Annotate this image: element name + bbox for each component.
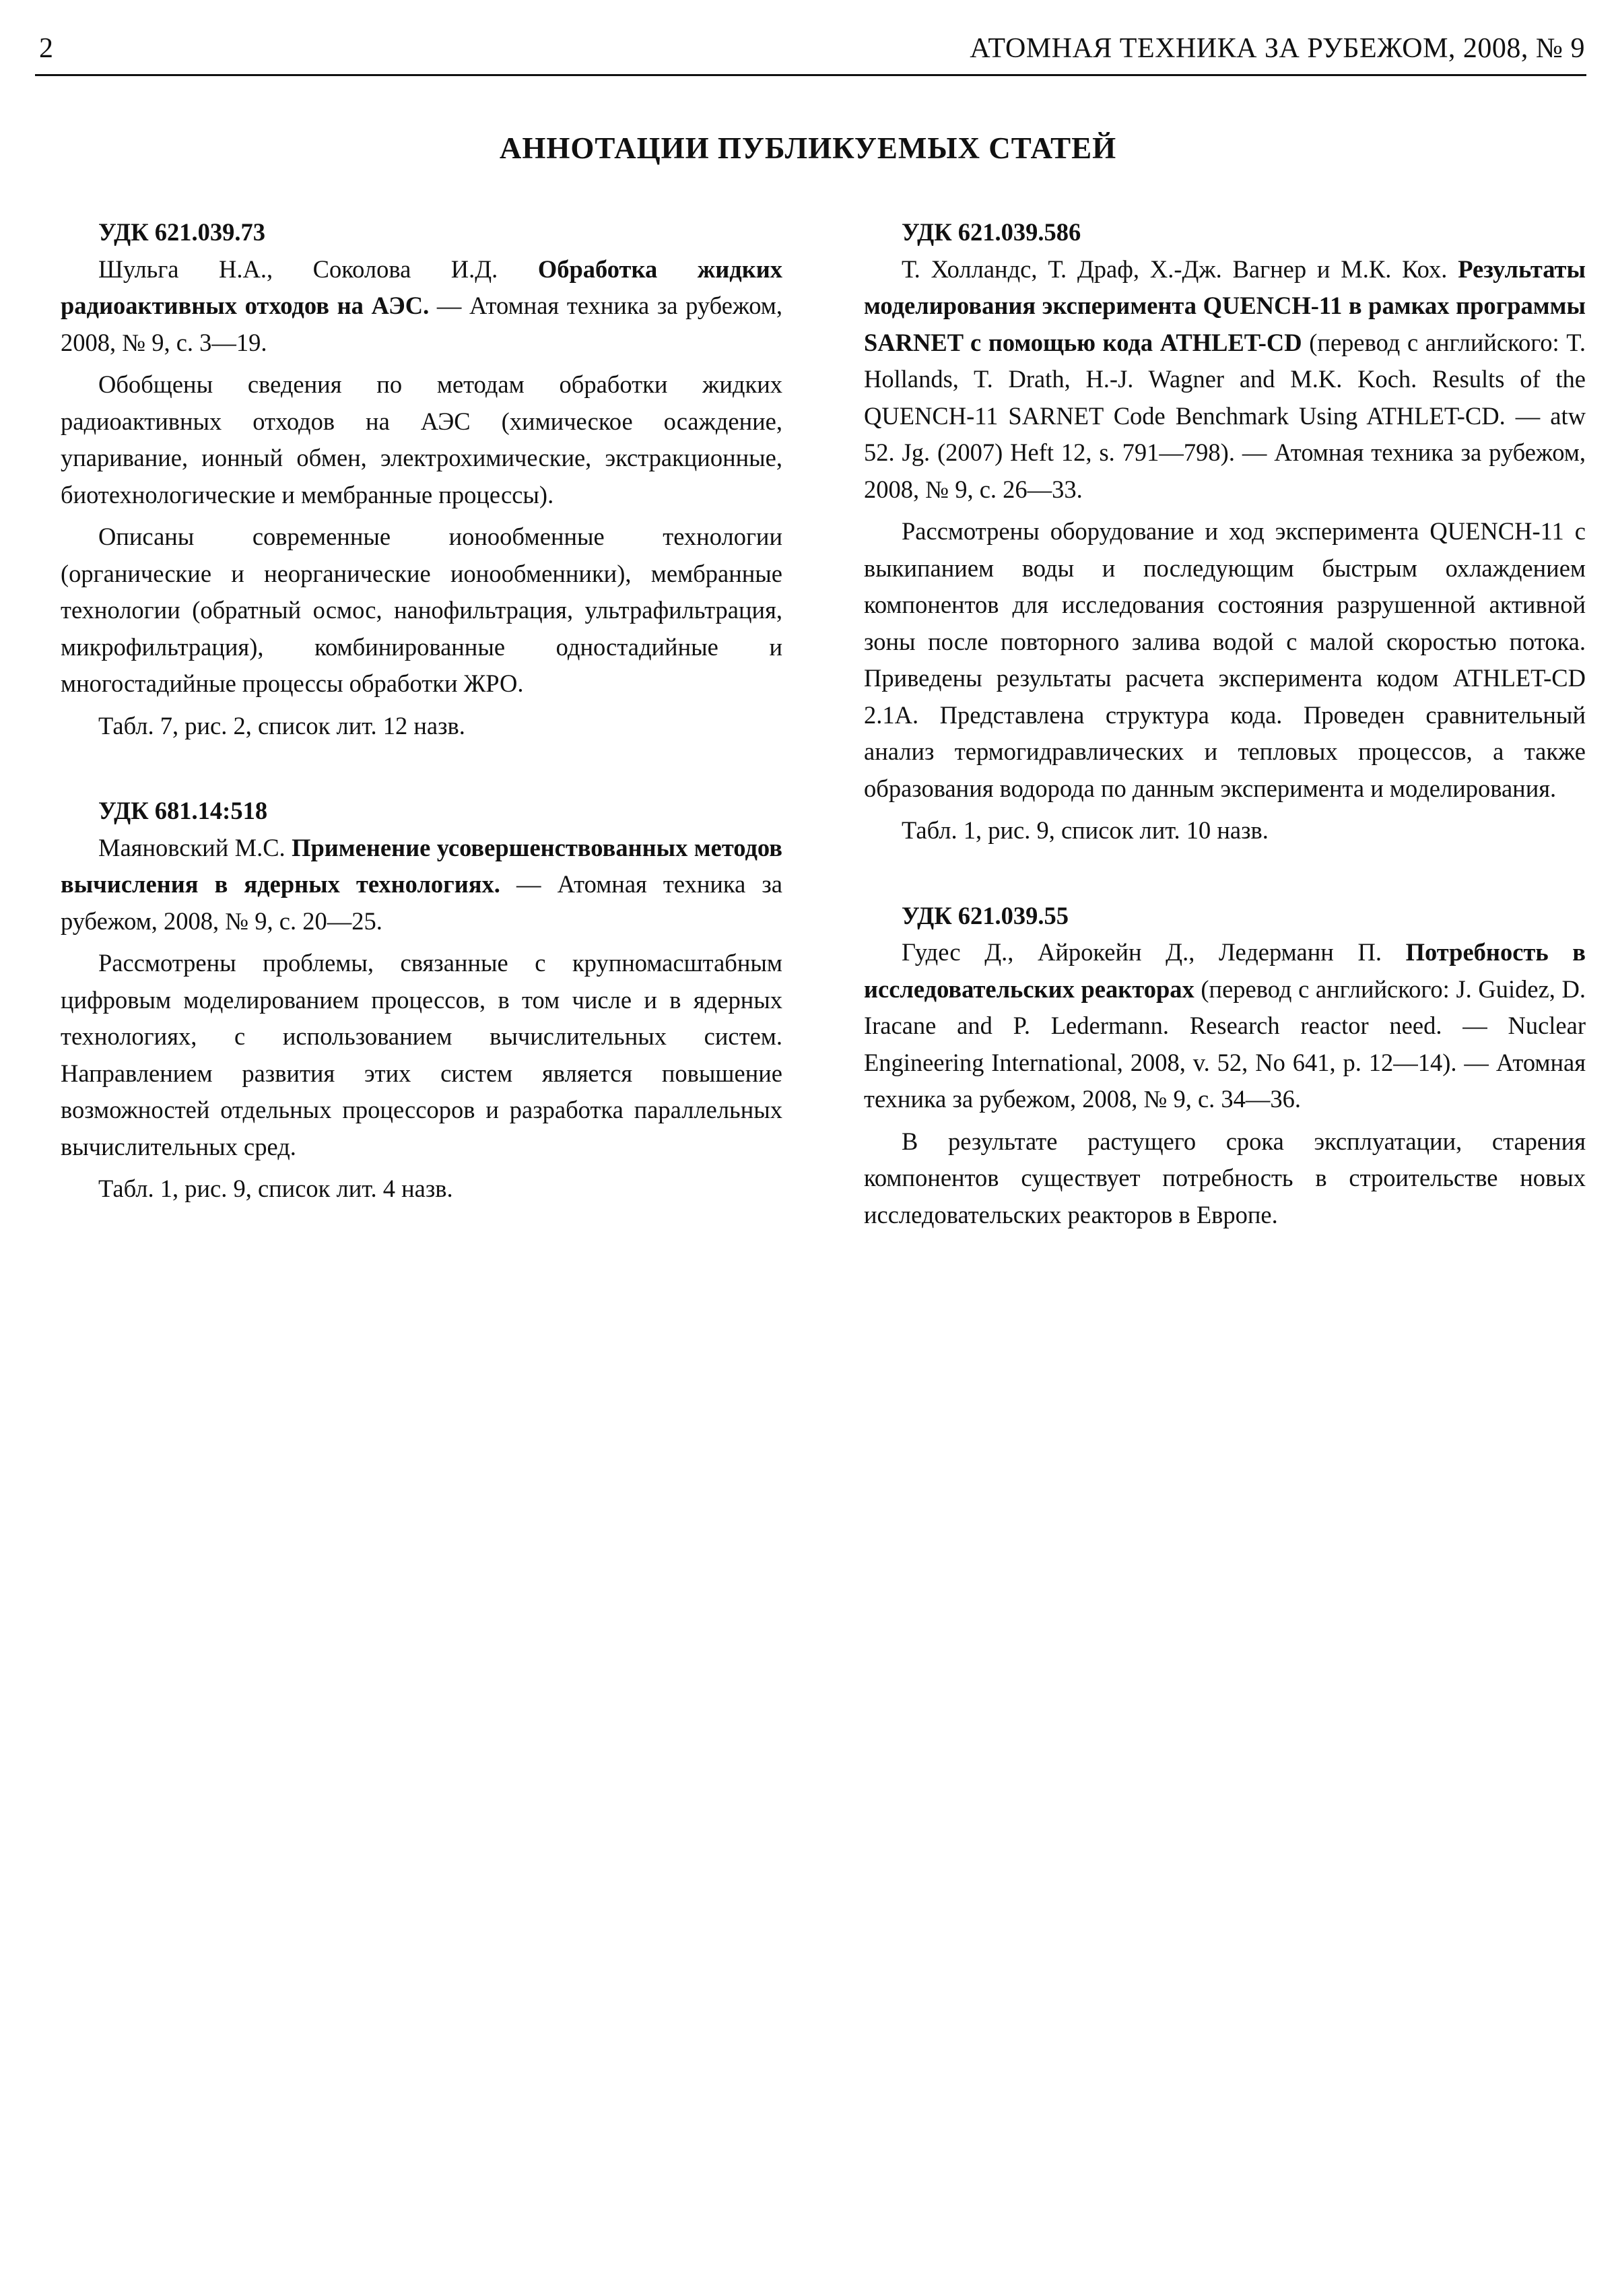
- udc-code: УДК 621.039.586: [902, 218, 1081, 246]
- udc-code: УДК 681.14:518: [98, 797, 268, 824]
- article-4: [864, 898, 1586, 1234]
- authors: Т. Холландс, Т. Драф, Х.-Дж. Вагнер и М.К. Кох.: [902, 255, 1448, 283]
- abstract-paragraph: Обобщены сведения по методам обработки жидких радиоактивных отходов на АЭС (химическое осаждение, упаривание, ионный обмен, электрохимические, экстракционные, биотехнологические и мембранные процессы).: [61, 370, 782, 509]
- header-rule: [35, 74, 1586, 76]
- references-summary: Табл. 1, рис. 9, список лит. 10 назв.: [902, 816, 1269, 844]
- article-title: Обработка жидких радиоактивных отходов на АЭС.: [61, 255, 782, 319]
- article-2: [61, 793, 782, 1208]
- references-summary: Табл. 7, рис. 2, список лит. 12 назв.: [98, 711, 465, 740]
- right-column: [864, 214, 1586, 1282]
- article-title: Применение усовершенствованных методов вычисления в ядерных технологиях.: [61, 833, 782, 898]
- udc-code: УДК 621.039.73: [98, 218, 266, 246]
- citation: [864, 251, 1586, 509]
- authors: Шульга Н.А., Соколова И.Д.: [98, 255, 498, 283]
- source: (перевод с английского: T. Hollands, T. Drath, H.-J. Wagner and M.K. Koch. Results of the QUENCH-11 SARNET Code Benchmark Using ATHLET-CD. — atw 52. Jg. (2007) Heft 12, s. 791—798). — Атомная техника за рубежом, 2008, № 9, с. 26—33.: [864, 328, 1586, 503]
- article-title: Потребность в исследовательских реакторах: [864, 938, 1586, 1003]
- abstract-paragraph: В результате растущего срока эксплуатации, старения компонентов существует потребность в строительстве новых исследовательских реакторов в Европе.: [864, 1127, 1586, 1228]
- section-title: АННОТАЦИИ ПУБЛИКУЕМЫХ СТАТЕЙ: [499, 131, 1117, 165]
- citation: [61, 830, 782, 940]
- article-3: [864, 214, 1586, 849]
- journal-issue: АТОМНАЯ ТЕХНИКА ЗА РУБЕЖОМ, 2008, № 9: [970, 33, 1585, 64]
- page-number: 2: [39, 33, 53, 64]
- abstract-paragraph: Описаны современные ионообменные технологии (органические и неорганические ионообменники), мембранные технологии (обратный осмос, нанофильтрация, ультрафильтрация, микрофильтрация), комбинированные одностадийные и многостадийные процессы обработки ЖРО.: [61, 523, 782, 697]
- udc-code: УДК 621.039.55: [902, 901, 1069, 929]
- left-column: [61, 214, 782, 1256]
- source: — Атомная техника за рубежом, 2008, № 9, с. 20—25.: [61, 870, 782, 935]
- citation: [864, 934, 1586, 1118]
- references-summary: Табл. 1, рис. 9, список лит. 4 назв.: [98, 1175, 453, 1202]
- abstract-paragraph: Рассмотрены оборудование и ход эксперимента QUENCH-11 с выкипанием воды и последующим быстрым охлаждением компонентов для исследования состояния разрушенной активной зоны после повторного залива водой с малой скоростью потока. Приведены результаты расчета эксперимента кодом ATHLET-CD 2.1A. Представлена структура кода. Проведен сравнительный анализ термогидравлических и тепловых процессов, а также образования водорода по данным эксперимента и моделирования.: [864, 517, 1586, 802]
- authors: Гудес Д., Айрокейн Д., Ледерманн П.: [902, 938, 1382, 966]
- abstract-paragraph: Рассмотрены проблемы, связанные с крупномасштабным цифровым моделированием процессов, в том числе и в ядерных технологиях, с использованием вычислительных систем. Направлением развития этих систем является повышение возможностей отдельных процессоров и разработка параллельных вычислительных сред.: [61, 949, 782, 1160]
- authors: Маяновский М.С.: [98, 833, 285, 861]
- article-1: [61, 214, 782, 744]
- source: — Атомная техника за рубежом, 2008, № 9, с. 3—19.: [61, 292, 783, 356]
- source: (перевод с английского: J. Guidez, D. Iracane and P. Ledermann. Research reactor need. — Nuclear Engineering International, 2008, v. 52, No 641, p. 12—14). — Атомная техника за рубежом, 2008, № 9, с. 34—36.: [864, 975, 1586, 1113]
- running-header: [39, 28, 1585, 69]
- citation: [61, 251, 782, 362]
- article-title: Результаты моделирования эксперимента QUENCH-11 в рамках программы SARNET с помощью кода ATHLET-CD: [864, 255, 1586, 356]
